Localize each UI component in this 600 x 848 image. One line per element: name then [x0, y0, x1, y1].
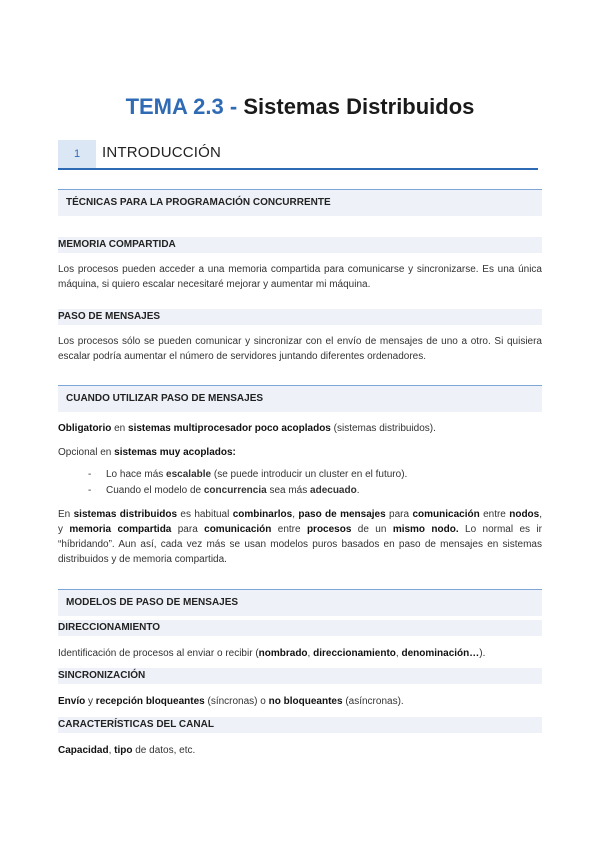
- section-cuando-label: CUANDO UTILIZAR PASO DE MENSAJES: [66, 393, 264, 404]
- subsection-canal-label: CARACTERÍSTICAS DEL CANAL: [58, 719, 214, 730]
- subsection-memoria: [58, 237, 542, 253]
- section-tecnicas: [58, 189, 542, 216]
- cuando-p1: Obligatorio en sistemas multiprocesador poco acoplados (sistemas distribuidos).: [58, 423, 436, 434]
- sincronizacion-text: Envío y recepción bloqueantes (síncronas) o no bloqueantes (asíncronas).: [58, 696, 404, 707]
- memoria-text: Los procesos pueden acceder a una memoria compartida para comunicarse y sincronizarse. Es una única máquina, si quiero escalar necesitaré mejorar y aumentar mi máquina.: [58, 264, 542, 290]
- canal-text: Capacidad, tipo de datos, etc.: [58, 745, 196, 756]
- subsection-direccionamiento: [58, 620, 542, 636]
- section-modelos: [58, 589, 542, 616]
- list-item: - Lo hace más escalable (se puede introducir un cluster en el futuro).: [88, 469, 408, 480]
- subsection-sincronizacion-label: SINCRONIZACIÓN: [58, 670, 146, 681]
- section-tecnicas-label: TÉCNICAS PARA LA PROGRAMACIÓN CONCURRENTE: [66, 197, 331, 208]
- intro-heading: [58, 140, 538, 170]
- list-item: - Cuando el modelo de concurrencia sea más adecuado.: [88, 485, 360, 496]
- subsection-paso: [58, 309, 542, 325]
- subsection-canal: [58, 717, 542, 733]
- intro-number: 1: [58, 140, 96, 168]
- cuando-p3: En sistemas distribuidos es habitual combinarlos, paso de mensajes para comunicación entre nodos, y memoria compartida para comunicación entre procesos de un mismo nodo. Lo normal es ir “híbridando”. Aun así, cada vez más se usan modelos puros basados en paso de mensajes en sistemas distribuidos y de memoria compartida.: [58, 509, 543, 565]
- title-number: TEMA 2.3 -: [125, 94, 238, 119]
- subsection-sincronizacion: [58, 668, 542, 684]
- title-text: Sistemas Distribuidos: [243, 94, 475, 119]
- subsection-direccionamiento-label: DIRECCIONAMIENTO: [58, 622, 161, 633]
- subsection-paso-label: PASO DE MENSAJES: [58, 311, 161, 322]
- section-modelos-label: MODELOS DE PASO DE MENSAJES: [66, 597, 239, 608]
- subsection-memoria-label: MEMORIA COMPARTIDA: [58, 239, 176, 250]
- page-title: [0, 94, 600, 120]
- paso-text: Los procesos sólo se pueden comunicar y sincronizar con el envío de mensajes de uno a otro. Si quisiera escalar podría aumentar el número de servidores juntando diferentes ordenadores.: [58, 336, 542, 362]
- section-cuando: [58, 385, 542, 412]
- direccionamiento-text: Identificación de procesos al enviar o recibir (nombrado, direccionamiento, denominación…).: [58, 648, 486, 659]
- intro-label: INTRODUCCIÓN: [102, 144, 222, 161]
- cuando-p2: Opcional en sistemas muy acoplados:: [58, 447, 236, 458]
